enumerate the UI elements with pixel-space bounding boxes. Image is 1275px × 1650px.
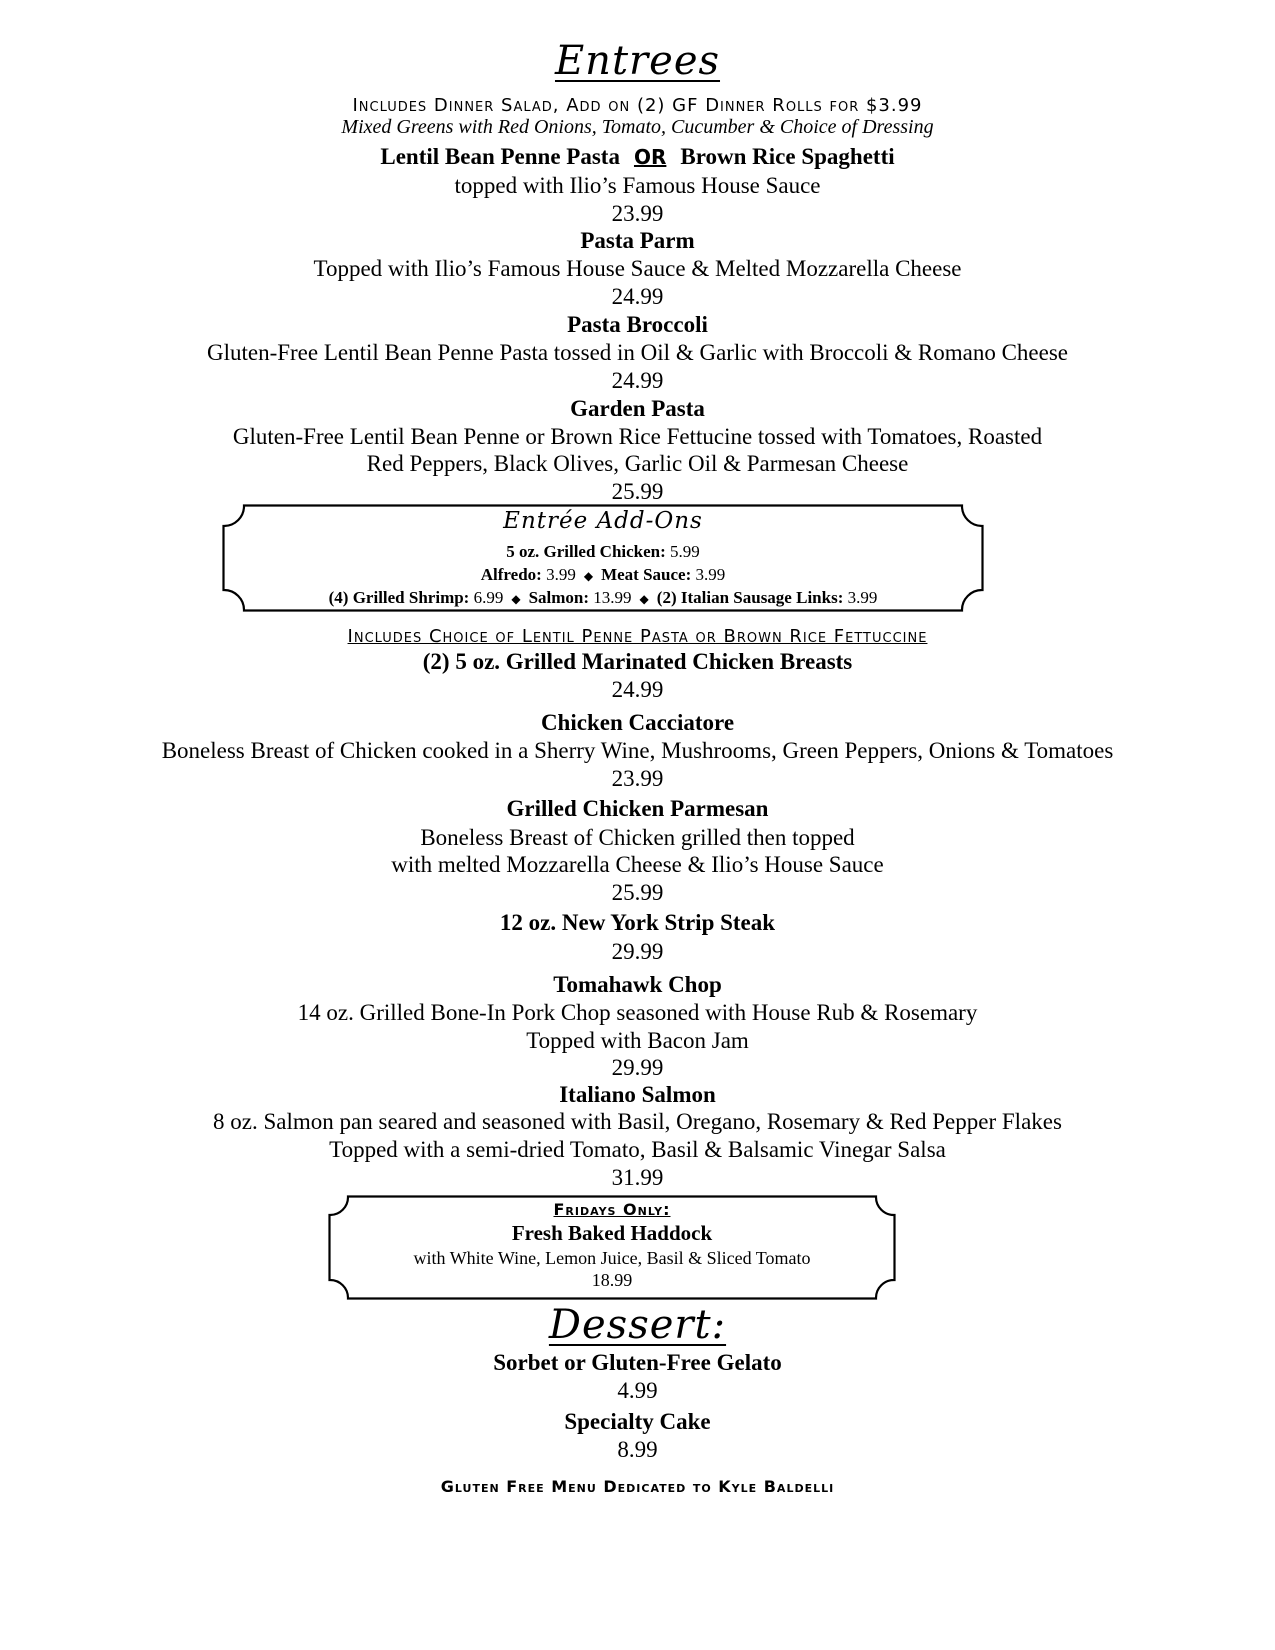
item-title: (2) 5 oz. Grilled Marinated Chicken Breasts [422, 649, 853, 674]
addons-title: Entrée Add-Ons [503, 508, 703, 534]
addon-label: (4) Grilled Shrimp: [328, 588, 470, 607]
item-price: 29.99 [611, 1055, 664, 1080]
addon-label: (2) Italian Sausage Links: [656, 588, 844, 607]
mains-note: Includes Choice of Lentil Penne Pasta or Brown Rice Fettuccine [347, 626, 928, 647]
addon-price: 3.99 [546, 565, 576, 584]
pasta-choice-desc: topped with Ilio’s Famous House Sauce [454, 173, 821, 198]
friday-desc: with White Wine, Lemon Juice, Basil & Sliced Tomato [413, 1248, 811, 1268]
item-desc: 14 oz. Grilled Bone-In Pork Chop seasoned with House Rub & Rosemary [297, 1000, 978, 1025]
item-title: Pasta Broccoli [567, 312, 708, 337]
entrees-heading: Entrees [554, 38, 721, 84]
addon-line-3 [222, 588, 984, 608]
item-price: 24.99 [611, 677, 664, 702]
addon-label: Alfredo: [480, 565, 542, 584]
addon-price: 13.99 [593, 588, 632, 607]
item-price: 25.99 [611, 880, 664, 905]
addon-price: 5.99 [670, 542, 700, 561]
friday-special-box [328, 1195, 896, 1300]
friday-title: Fresh Baked Haddock [511, 1221, 713, 1245]
addon-label: 5 oz. Grilled Chicken: [506, 542, 666, 561]
addon-price: 3.99 [695, 565, 726, 584]
item-price: 23.99 [611, 766, 664, 791]
item-title: Grilled Chicken Parmesan [506, 796, 769, 821]
item-desc: Topped with Bacon Jam [526, 1028, 749, 1053]
item-desc: Topped with Ilio’s Famous House Sauce & Melted Mozzarella Cheese [313, 256, 962, 281]
item-desc: Red Peppers, Black Olives, Garlic Oil & Parmesan Cheese [366, 451, 909, 476]
item-price: 31.99 [611, 1165, 664, 1190]
pasta-choice-price: 23.99 [611, 201, 664, 226]
addon-price: 6.99 [473, 588, 504, 607]
footer-dedication: Gluten Free Menu Dedicated to Kyle Baldelli [440, 1477, 835, 1496]
item-title: Garden Pasta [570, 396, 705, 421]
item-desc: Boneless Breast of Chicken cooked in a Sherry Wine, Mushrooms, Green Peppers, Onions & Tomatoes [161, 738, 1114, 763]
friday-price: 18.99 [591, 1270, 633, 1290]
item-desc: with melted Mozzarella Cheese & Ilio’s House Sauce [391, 852, 884, 877]
pasta-choice-title [0, 144, 1275, 170]
friday-heading: Fridays Only: [553, 1200, 671, 1219]
item-price: 4.99 [617, 1378, 658, 1403]
item-price: 8.99 [617, 1437, 658, 1462]
salad-description: Mixed Greens with Red Onions, Tomato, Cucumber & Choice of Dressing [341, 116, 934, 138]
item-title: Sorbet or Gluten-Free Gelato [493, 1350, 782, 1375]
pasta-option-a: Lentil Bean Penne Pasta [380, 144, 620, 169]
item-title: Chicken Cacciatore [540, 710, 735, 735]
entrees-note: Includes Dinner Salad, Add on (2) GF Dinner Rolls for $3.99 [352, 95, 923, 116]
item-price: 24.99 [611, 368, 664, 393]
item-title: Pasta Parm [580, 228, 695, 253]
pasta-option-b: Brown Rice Spaghetti [680, 144, 895, 169]
item-price: 24.99 [611, 284, 664, 309]
item-desc: Boneless Breast of Chicken grilled then topped [420, 825, 855, 850]
item-title: Italiano Salmon [559, 1082, 716, 1107]
item-price: 29.99 [611, 939, 664, 964]
addon-line-2 [222, 565, 984, 585]
item-price: 25.99 [611, 479, 664, 504]
item-desc: 8 oz. Salmon pan seared and seasoned with Basil, Oregano, Rosemary & Red Pepper Flakes [213, 1109, 1062, 1134]
item-title: Specialty Cake [564, 1409, 711, 1434]
diamond-separator-icon: ◆ [511, 592, 521, 606]
addon-label: Meat Sauce: [601, 565, 692, 584]
or-word: OR [633, 145, 667, 169]
dessert-heading: Dessert: [548, 1302, 727, 1348]
item-desc: Topped with a semi-dried Tomato, Basil & Balsamic Vinegar Salsa [329, 1137, 946, 1162]
item-title: 12 oz. New York Strip Steak [499, 910, 776, 935]
addon-label: Salmon: [528, 588, 590, 607]
diamond-separator-icon: ◆ [583, 569, 594, 583]
addons-box [222, 504, 984, 612]
item-desc: Gluten-Free Lentil Bean Penne Pasta tossed in Oil & Garlic with Broccoli & Romano Cheese [206, 340, 1069, 365]
addon-line-1 [222, 542, 984, 562]
addon-price: 3.99 [847, 588, 878, 607]
item-desc: Gluten-Free Lentil Bean Penne or Brown Rice Fettucine tossed with Tomatoes, Roasted [232, 424, 1043, 449]
diamond-separator-icon: ◆ [639, 592, 649, 606]
item-title: Tomahawk Chop [553, 972, 722, 997]
